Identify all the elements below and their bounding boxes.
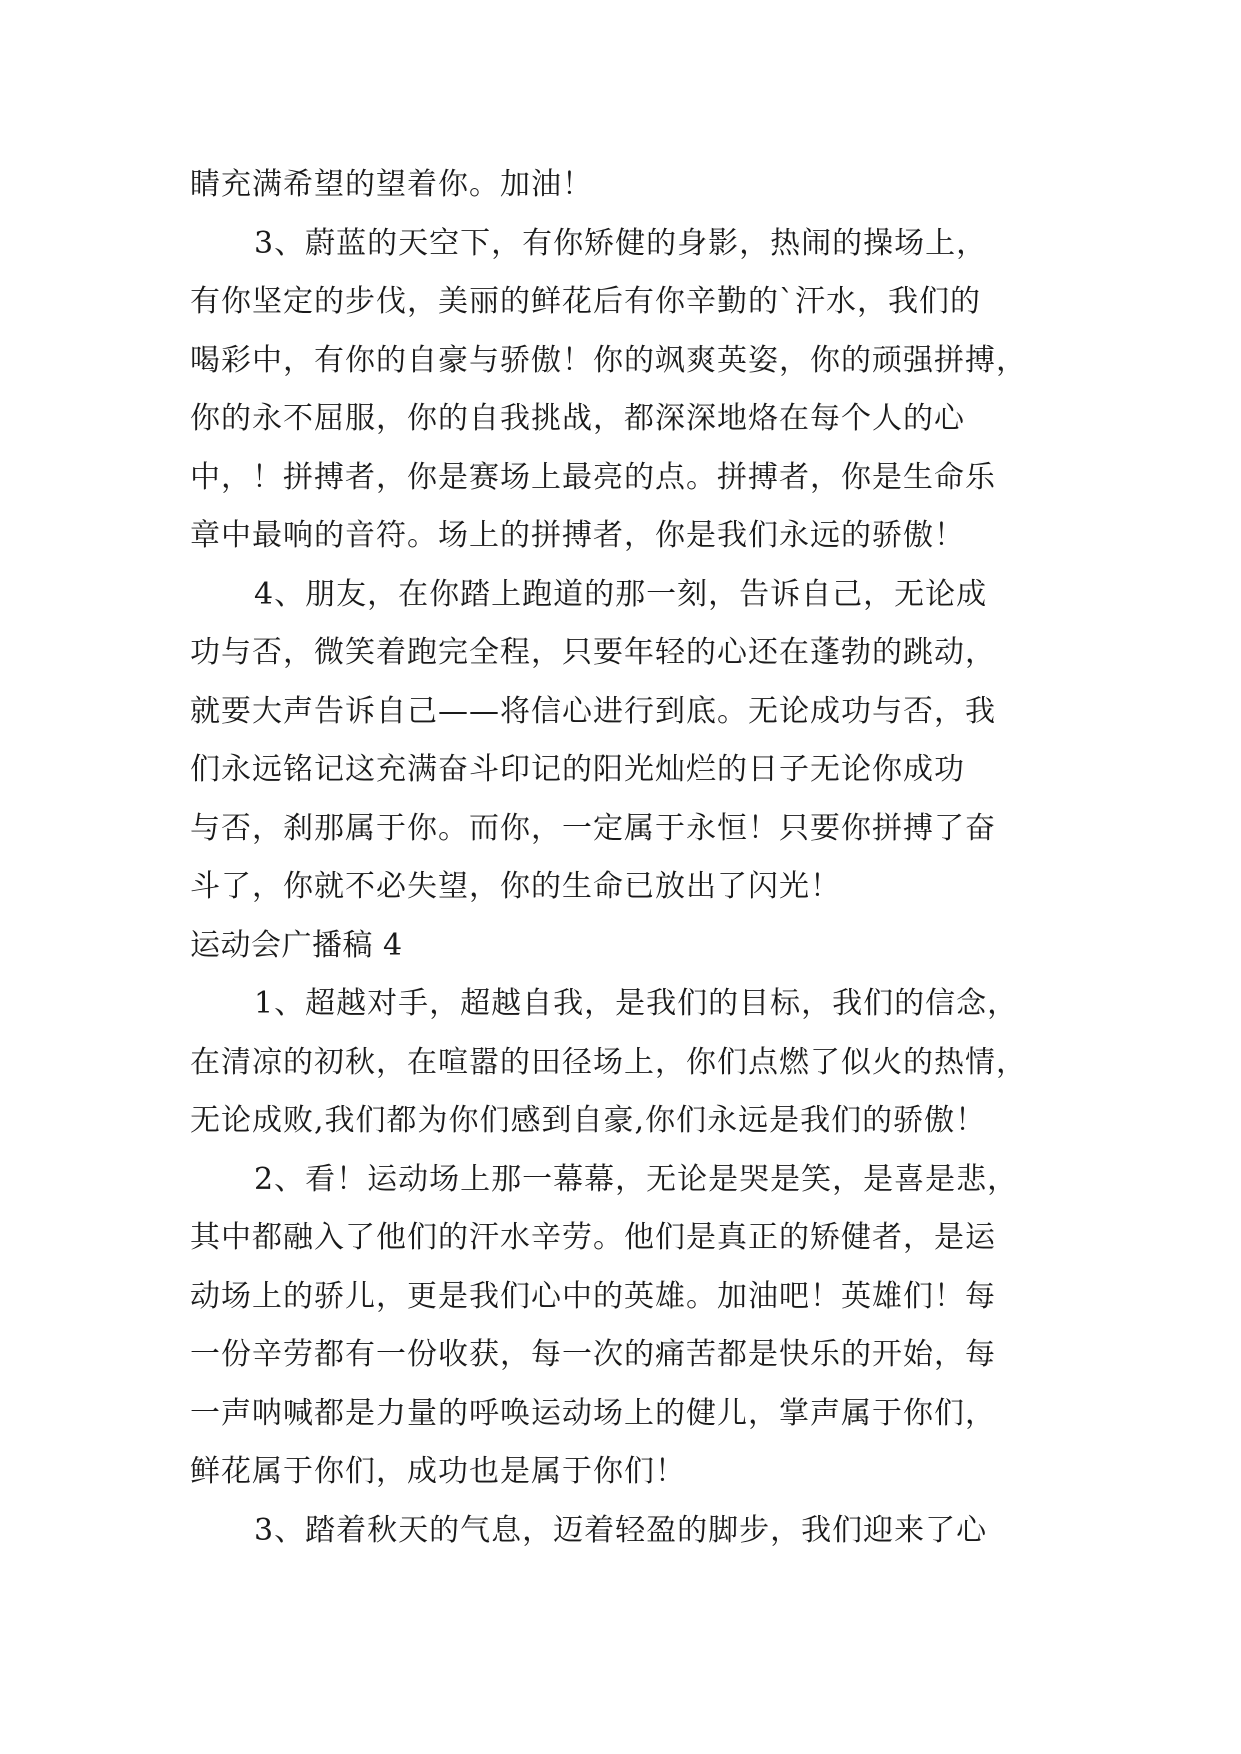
text-line: 就要大声告诉自己——将信心进行到底。无论成功与否，我	[190, 693, 996, 729]
text-line: 你的永不屈服，你的自我挑战，都深深地烙在每个人的心	[190, 401, 965, 436]
text-line: 与否，刹那属于你。而你，一定属于永恒！只要你拼搏了奋	[190, 810, 996, 846]
text-line: 3、蔚蓝的天空下，有你矫健的身影，热闹的操场上，	[254, 225, 988, 261]
text-line: 们永远铭记这充满奋斗印记的阳光灿烂的日子无论你成功	[190, 752, 965, 787]
text-line: 功与否，微笑着跑完全程，只要年轻的心还在蓬勃的跳动，	[190, 635, 996, 670]
text-line: 在清凉的初秋，在喧嚣的田径场上，你们点燃了似火的热情，	[190, 1044, 1027, 1080]
text-line: 3、踏着秋天的气息，迈着轻盈的脚步，我们迎来了心	[254, 1512, 988, 1548]
text-line: 动场上的骄儿，更是我们心中的英雄。加油吧！英雄们！每	[190, 1278, 996, 1314]
text-line: 有你坚定的步伐，美丽的鲜花后有你辛勤的`汗水，我们的	[190, 284, 981, 319]
text-line: 斗了，你就不必失望，你的生命已放出了闪光！	[190, 869, 841, 904]
text-line: 一声呐喊都是力量的呼唤运动场上的健儿，掌声属于你们，	[190, 1395, 996, 1431]
text-line: 一份辛劳都有一份收获，每一次的痛苦都是快乐的开始，每	[190, 1337, 996, 1372]
text-line: 章中最响的音符。场上的拼搏者，你是我们永远的骄傲！	[190, 518, 965, 553]
text-line: 1、超越对手，超越自我，是我们的目标，我们的信念，	[254, 986, 1019, 1021]
text-line: 其中都融入了他们的汗水辛劳。他们是真正的矫健者，是运	[190, 1220, 996, 1255]
section-heading: 运动会广播稿 4	[190, 927, 403, 963]
text-line: 睛充满希望的望着你。加油！	[190, 167, 593, 202]
text-line: 喝彩中，有你的自豪与骄傲！你的飒爽英姿，你的顽强拼搏，	[190, 342, 1027, 378]
text-line: 中，！拼搏者，你是赛场上最亮的点。拼搏者，你是生命乐	[190, 459, 996, 495]
document-body	[190, 156, 1070, 1560]
text-line: 2、看！运动场上那一幕幕，无论是哭是笑，是喜是悲，	[254, 1161, 1019, 1197]
text-line: 无论成败,我们都为你们感到自豪,你们永远是我们的骄傲！	[190, 1103, 987, 1138]
text-line: 4、朋友，在你踏上跑道的那一刻，告诉自己，无论成	[254, 576, 988, 612]
text-line: 鲜花属于你们，成功也是属于你们！	[190, 1454, 686, 1489]
